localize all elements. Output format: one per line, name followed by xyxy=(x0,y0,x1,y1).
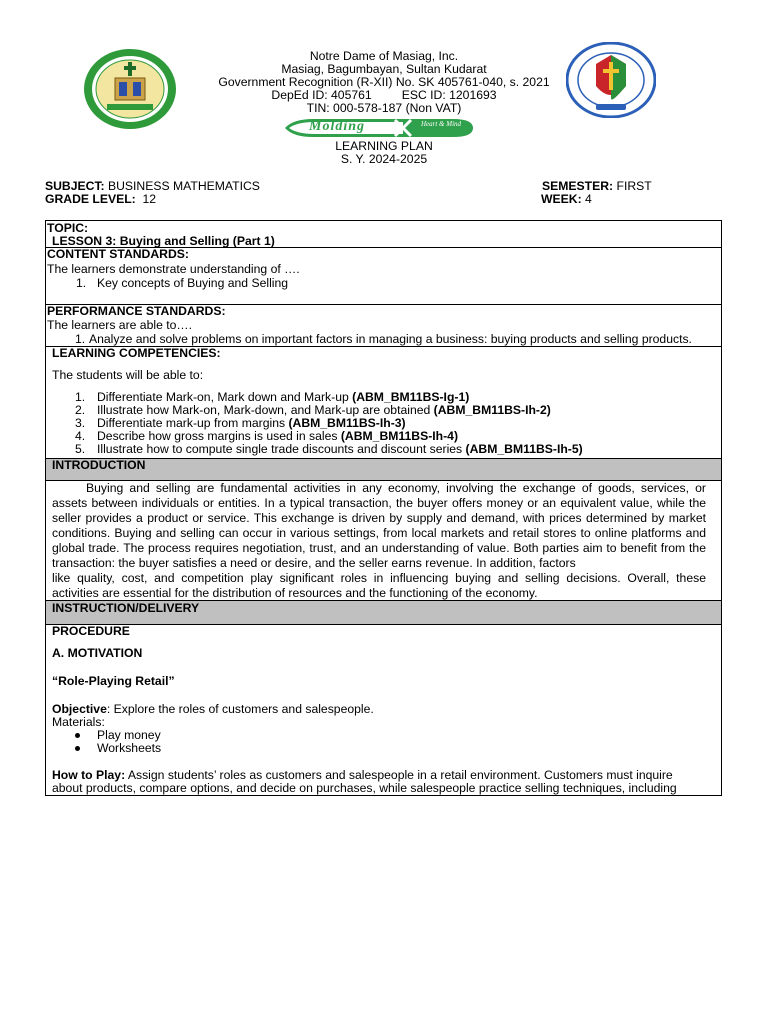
bullet-icon xyxy=(75,746,80,751)
introduction-line: transaction: the buyer satisfies a need or desire, and the seller earns revenue. In addition, factors xyxy=(52,556,576,570)
competency-num: 1. xyxy=(75,390,86,404)
row-divider xyxy=(45,458,722,459)
content-standards-intro: The learners demonstrate understanding of …. xyxy=(47,262,300,276)
semester-label: SEMESTER: xyxy=(542,179,614,193)
content-standards-label: CONTENT STANDARDS: xyxy=(47,247,189,261)
grade-label: GRADE LEVEL: xyxy=(45,192,136,206)
grade-value: 12 xyxy=(142,192,157,206)
competency-code: (ABM_BM11BS-Ih-2) xyxy=(433,403,551,417)
competency-item: Differentiate Mark-on, Mark down and Mark-up (ABM_BM11BS-Ig-1) xyxy=(97,390,470,404)
content-standards-item: Key concepts of Buying and Selling xyxy=(97,276,289,290)
competency-code: (ABM_BM11BS-Ih-3) xyxy=(288,416,406,430)
objective-label: Objective xyxy=(52,702,107,716)
introduction-line: activities are essential for the distribution of resources and the functioning of the economy. xyxy=(52,586,538,600)
row-divider xyxy=(45,624,722,625)
week-value: 4 xyxy=(585,192,592,206)
competency-code: (ABM_BM11BS-Ih-5) xyxy=(465,442,583,456)
tin-line: TIN: 000-578-187 (Non VAT) xyxy=(306,101,462,115)
competency-num: 4. xyxy=(75,429,86,443)
school-name: Notre Dame of Masiag, Inc. xyxy=(309,49,459,63)
introduction-line: global trade. The process requires negotiation, trust, and an understanding of value. Both parties aim to benefit from the xyxy=(52,541,706,555)
competency-num: 5. xyxy=(75,442,86,456)
government-recognition: Government Recognition (R-XII) No. SK 405761-040, s. 2021 xyxy=(218,75,550,89)
competency-num: 3. xyxy=(75,416,86,430)
introduction-line: assets between individuals or entities. In a typical transaction, the buyer offers money or an equivalent value, while the xyxy=(52,496,706,510)
introduction-paragraph xyxy=(52,481,706,601)
competency-code: (ABM_BM11BS-Ih-4) xyxy=(340,429,459,443)
subject-label: SUBJECT: xyxy=(45,179,105,193)
performance-standards-label: PERFORMANCE STANDARDS: xyxy=(47,304,226,318)
objective-text: : Explore the roles of customers and salespeople. xyxy=(106,702,374,716)
materials-label: Materials: xyxy=(52,715,105,729)
competency-item: Differentiate mark-up from margins (ABM_BM11BS-Ih-3) xyxy=(97,416,406,430)
semester-value: FIRST xyxy=(616,179,652,193)
topic-label: TOPIC: xyxy=(47,221,89,235)
week-label: WEEK: xyxy=(541,192,582,206)
introduction-line: conditions. Buying and selling can occur in various settings, from local markets and retail stores to online platforms and xyxy=(52,526,706,540)
subject-value: BUSINESS MATHEMATICS xyxy=(107,179,260,193)
content-standards-item-num: 1. xyxy=(76,276,87,290)
introduction-label: INTRODUCTION xyxy=(52,458,146,472)
doc-title: LEARNING PLAN xyxy=(335,139,433,153)
competency-item: Describe how gross margins is used in sales (ABM_BM11BS-Ih-4) xyxy=(97,429,459,443)
school-address: Masiag, Bagumbayan, Sultan Kudarat xyxy=(281,62,487,76)
materials-item: Play money xyxy=(75,729,161,742)
introduction-line: Buying and selling are fundamental activities in any economy, involving the exchange of goods, services, or xyxy=(86,481,706,495)
bullet-icon xyxy=(75,733,80,738)
howto-line-2: about products, compare options, and decide on purchases, while salespeople practice selling techniques, including xyxy=(52,781,677,795)
school-seal-logo xyxy=(83,48,177,130)
activity-title: “Role-Playing Retail” xyxy=(52,674,175,688)
procedure-heading: PROCEDURE xyxy=(52,624,130,638)
introduction-line: seller provides a product or service. This exchange is driven by supply and demand, with prices determined by market xyxy=(52,511,706,525)
performance-standards-item: Analyze and solve problems on important factors in managing a business: buying products and selling products. xyxy=(89,332,692,346)
banner-small-text: Heart & Mind xyxy=(420,120,462,128)
topic-lesson: LESSON 3: Buying and Selling (Part 1) xyxy=(52,234,275,248)
performance-standards-intro: The learners are able to…. xyxy=(47,318,192,332)
competency-num: 2. xyxy=(75,403,86,417)
learning-competencies-label: LEARNING COMPETENCIES: xyxy=(52,346,221,360)
molding-banner xyxy=(283,117,475,139)
performance-standards-item-num: 1. xyxy=(75,332,86,346)
esc-id: ESC ID: 1201693 xyxy=(401,88,497,102)
competency-item: Illustrate how Mark-on, Mark-down, and Mark-up are obtained (ABM_BM11BS-Ih-2) xyxy=(97,403,551,417)
week-line xyxy=(541,193,592,206)
instruction-label: INSTRUCTION/DELIVERY xyxy=(52,601,200,615)
competency-item: Illustrate how to compute single trade discounts and discount series (ABM_BM11BS-Ih-5) xyxy=(97,442,583,456)
howto-label: How to Play: xyxy=(52,768,126,782)
learning-competencies-intro: The students will be able to: xyxy=(52,368,204,382)
materials-item: Worksheets xyxy=(75,742,161,755)
school-year: S. Y. 2024-2025 xyxy=(340,152,428,166)
archdiocese-seal-logo xyxy=(566,42,656,118)
motivation-heading: A. MOTIVATION xyxy=(52,646,143,660)
introduction-header-band xyxy=(46,458,721,480)
competency-code: (ABM_BM11BS-Ig-1) xyxy=(352,390,470,404)
introduction-line: like quality, cost, and competition play significant roles in influencing buying and selling decisions. Overall, these xyxy=(52,571,706,585)
howto-text: Assign students’ roles as customers and salespeople in a retail environment. Customers must inquire xyxy=(125,768,673,782)
grade-line xyxy=(45,193,156,206)
deped-id: DepEd ID: 405761 xyxy=(271,88,372,102)
banner-text: Molding xyxy=(309,119,366,134)
